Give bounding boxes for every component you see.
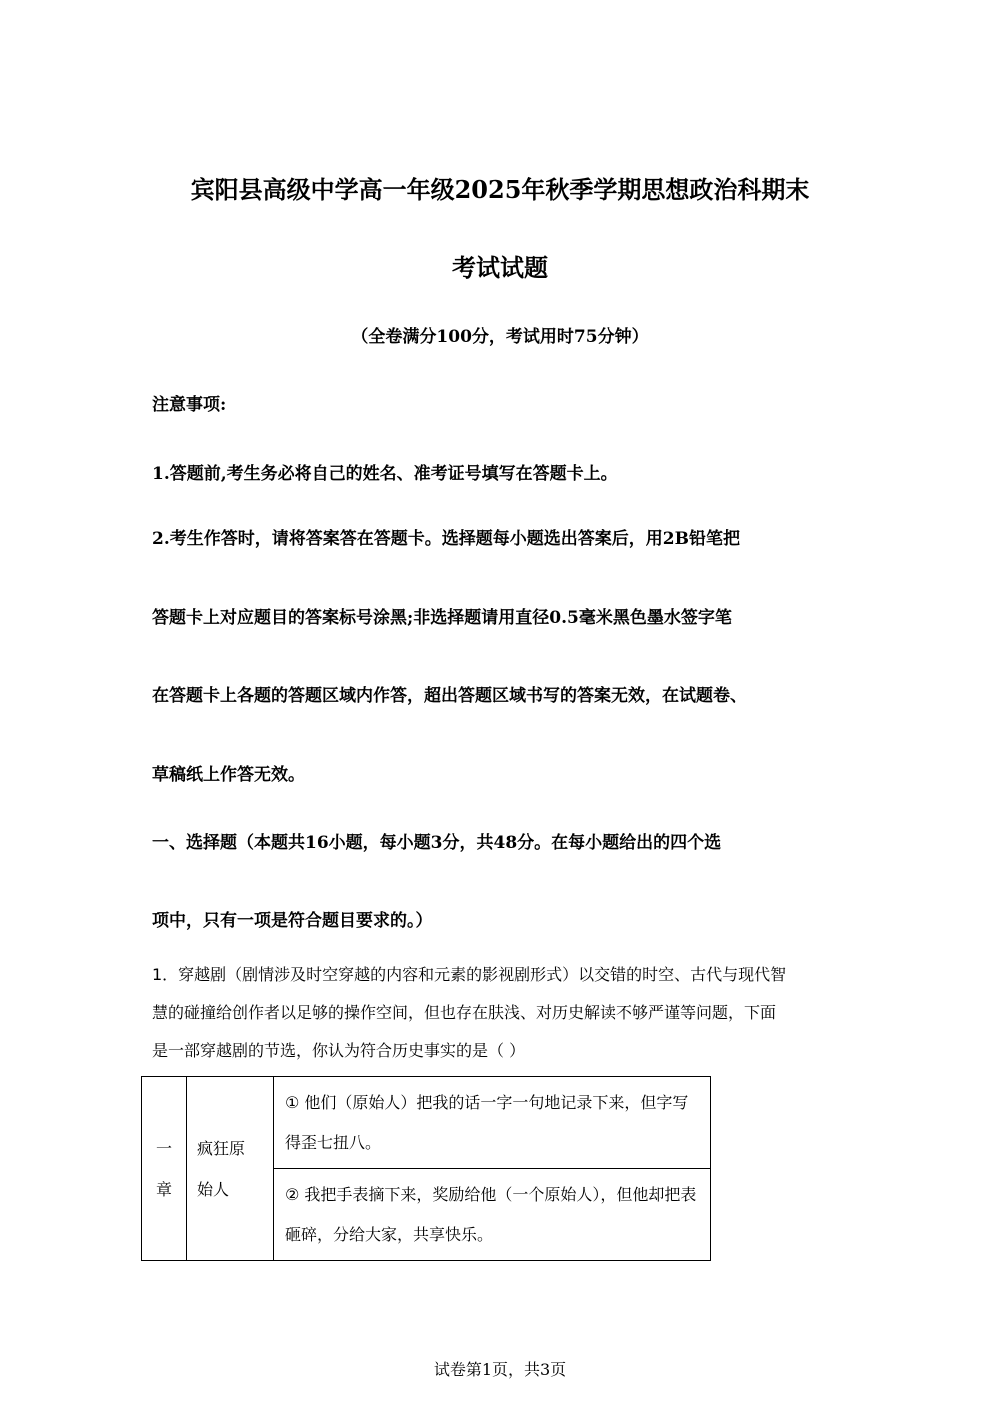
episode-cell	[187, 1077, 274, 1261]
exam-title-line1: 宾阳县高级中学高一年级2025年秋季学期思想政治科期末	[190, 175, 810, 204]
question-1-table	[141, 1076, 711, 1261]
notice-heading: 注意事项:	[152, 395, 227, 415]
exam-title-line2: 考试试题	[452, 253, 548, 282]
chapter-char: 一	[155, 1138, 172, 1158]
option-1-cell: ① 他们（原始人）把我的话一字一句地记录下来，但字写得歪七扭八。	[274, 1077, 711, 1169]
notice-item-1: 1.答题前,考生务必将自己的姓名、准考证号填写在答题卡上。	[152, 464, 618, 484]
notice-item-2-line: 2.考生作答时，请将答案答在答题卡。选择题每小题选出答案后，用2B铅笔把	[152, 529, 740, 549]
question-1-line: 是一部穿越剧的节选，你认为符合历史事实的是（ ）	[152, 1041, 526, 1060]
chapter-cell	[142, 1077, 187, 1261]
chapter-char: 章	[155, 1179, 172, 1199]
notice-item-2-line: 答题卡上对应题目的答案标号涂黑;非选择题请用直径0.5毫米黑色墨水签字笔	[152, 608, 732, 628]
page-footer: 试卷第1页，共3页	[433, 1360, 567, 1379]
option-2-cell: ② 我把手表摘下来，奖励给他（一个原始人），但他却把表砸碎，分给大家，共享快乐。	[274, 1169, 711, 1261]
section-heading-line: 一、选择题（本题共16小题，每小题3分，共48分。在每小题给出的四个选	[152, 833, 722, 853]
notice-item-2-line: 在答题卡上各题的答题区域内作答，超出答题区域书写的答案无效，在试题卷、	[152, 686, 747, 706]
section-heading-line: 项中，只有一项是符合题目要求的。）	[152, 911, 433, 931]
exam-subtitle: （全卷满分100分，考试用时75分钟）	[351, 327, 649, 347]
question-1-line: 慧的碰撞给创作者以足够的操作空间，但也存在肤浅、对历史解读不够严谨等问题，下面	[152, 1003, 777, 1022]
episode-line: 始人	[197, 1179, 230, 1199]
notice-item-2-line: 草稿纸上作答无效。	[152, 765, 305, 785]
question-1-line: 1．穿越剧（剧情涉及时空穿越的内容和元素的影视剧形式）以交错的时空、古代与现代智	[152, 965, 787, 984]
episode-line: 疯狂原	[197, 1138, 246, 1158]
